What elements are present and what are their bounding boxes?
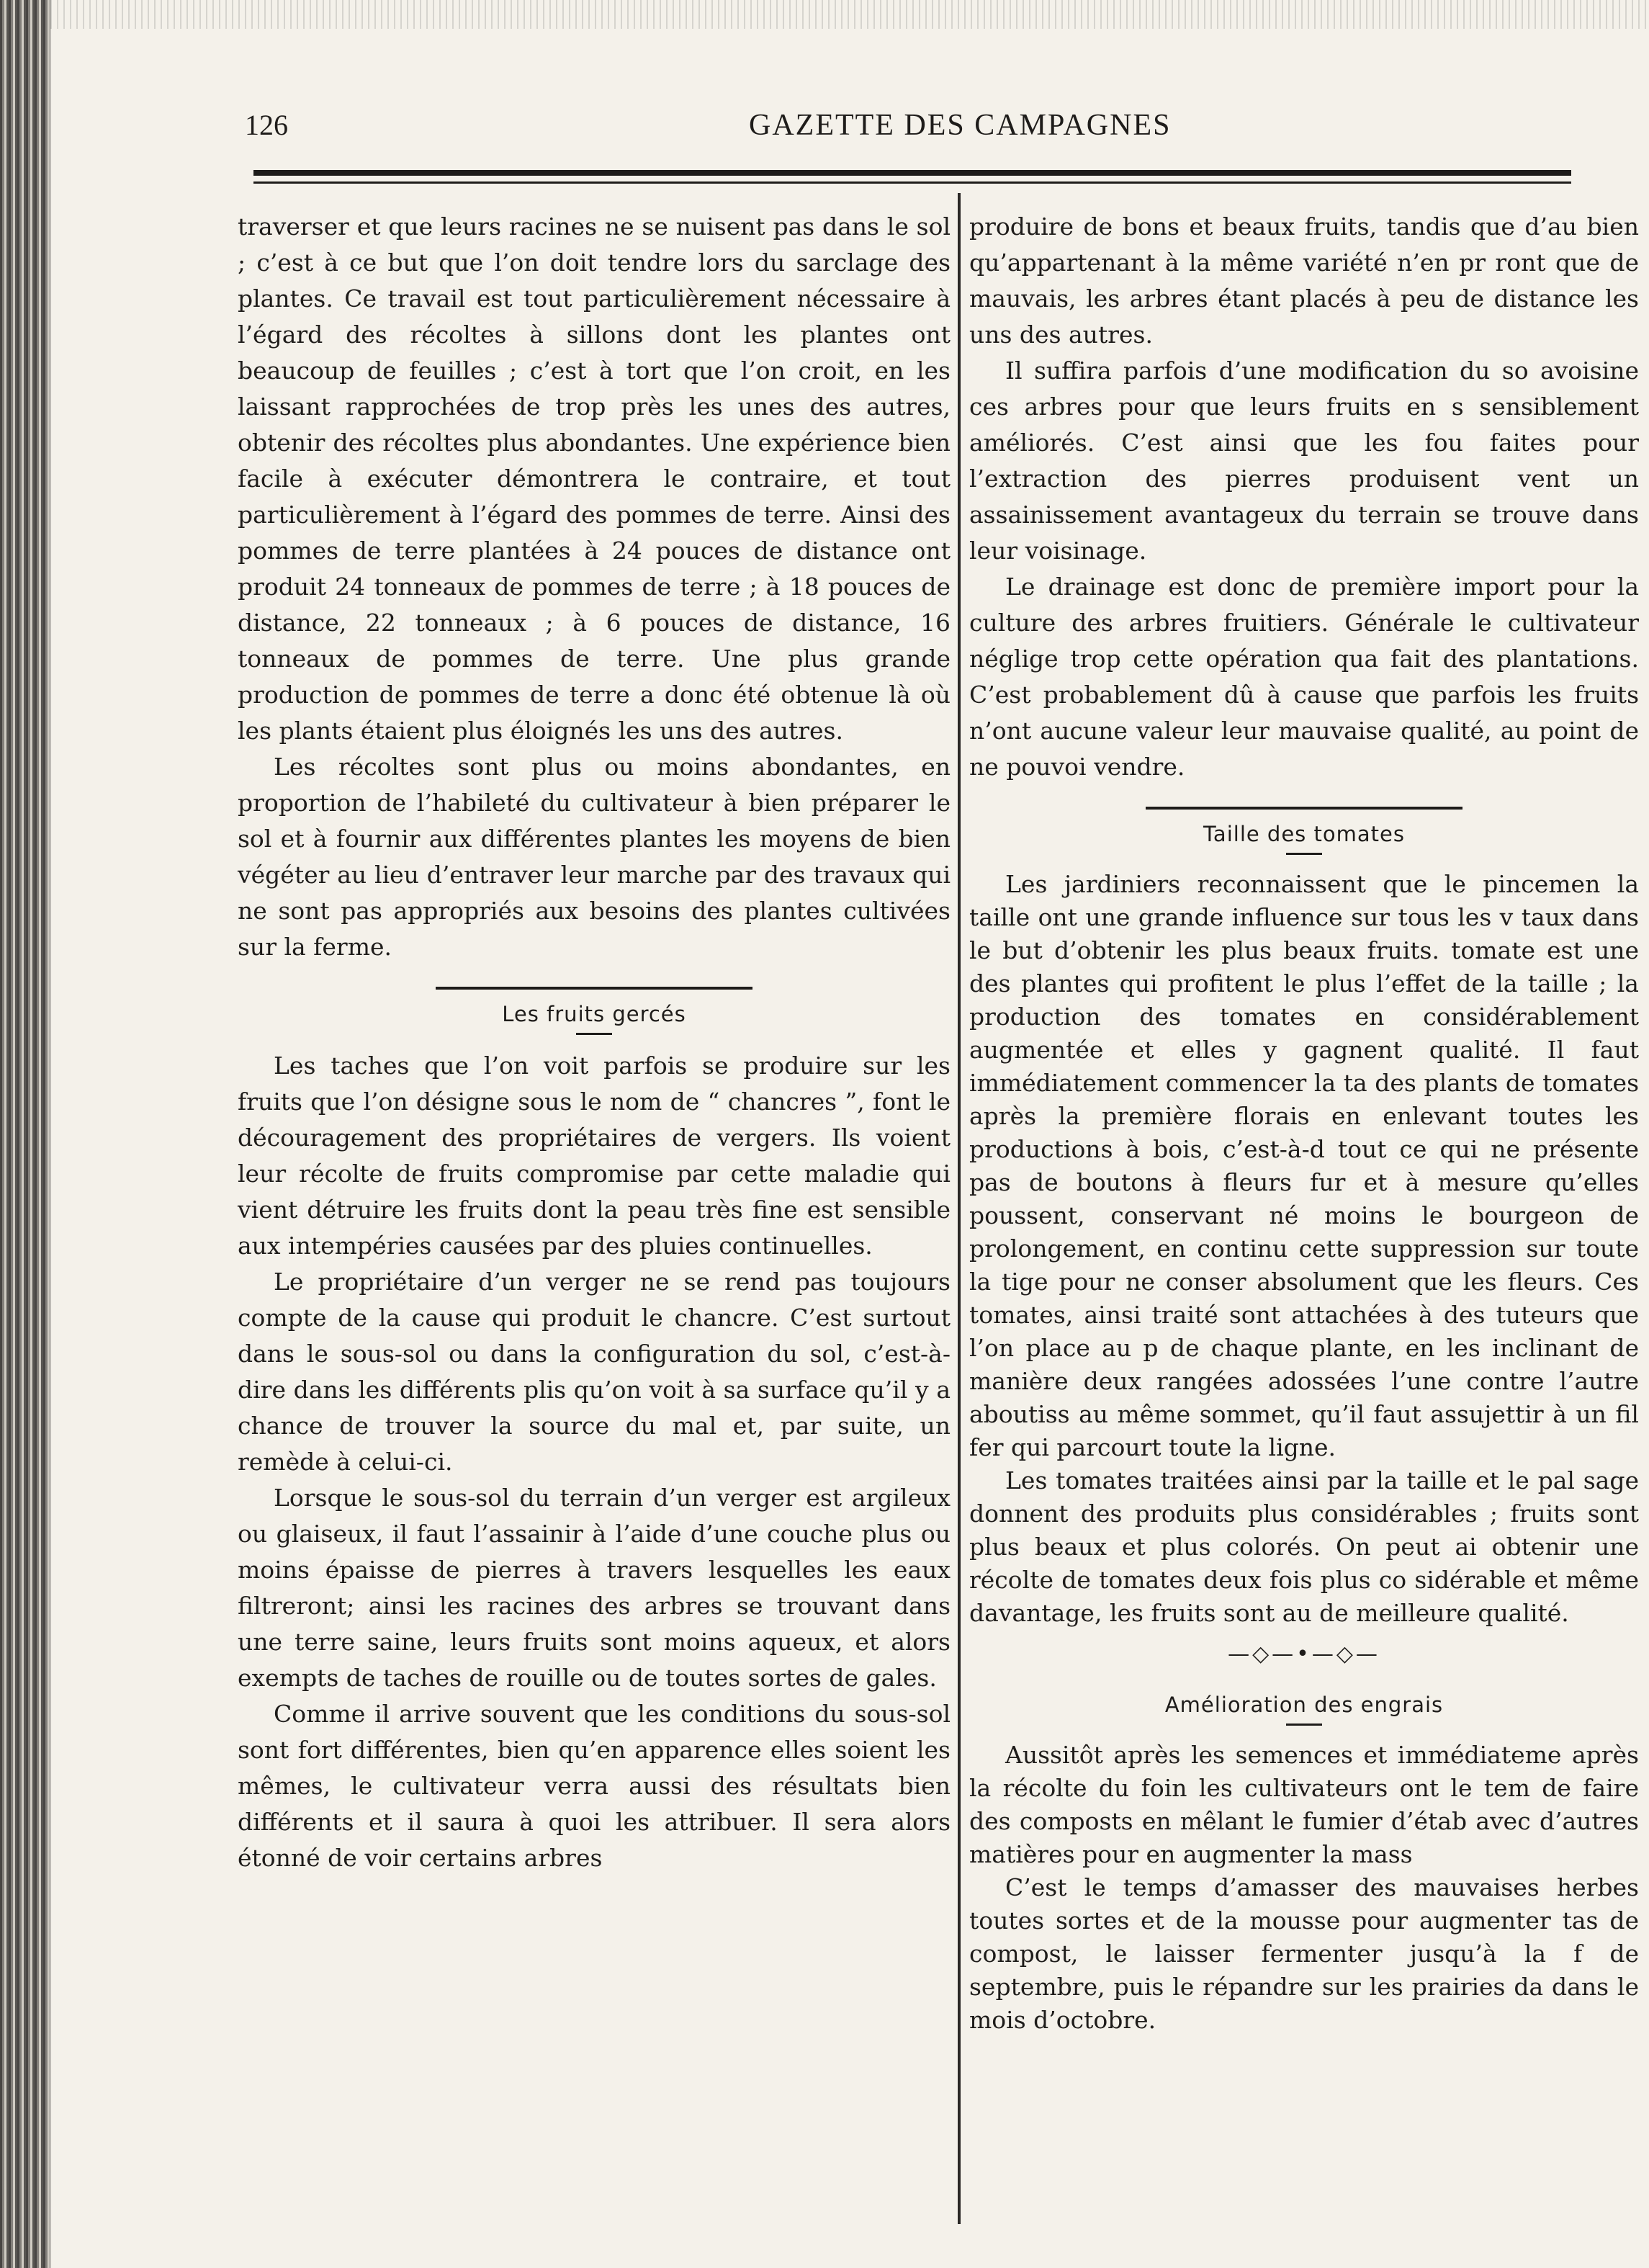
paragraph: Les jardiniers reconnaissent que le pincemen la taille ont une grande influence sur tous les v taux dans le but d’obtenir les plus beaux fruits. tomate est une des plantes qui profitent le plus l’effet de la taille ; la production des tomates en considérablement augmentée et elles y gagnent qualité. Il faut immédiatement commencer la ta des plants de tomates après la première florais en enlevant toutes les productions à bois, c’est-à-d tout ce qui ne présente pas de boutons à fleurs fur et à mesure qu’elles poussent, conservant né moins le bourgeon de prolongement, en continu cette suppression sur toute la tige pour ne conser absolument que les fleurs. Ces tomates, ainsi traité sont attachées à des tuteurs que l’on place au p de chaque plante, en les inclinant de manière deux rangées adossées l’une contre l’autre aboutiss au même sommet, qu’il faut assujettir à un fil fer qui parcourt toute la ligne. <box>969 870 1639 1461</box>
section-heading-taille-tomates <box>969 807 1639 855</box>
paragraph: Les récoltes sont plus ou moins abondantes, en proportion de l’habileté du cultivateur à bien préparer le sol et à fournir aux différentes plantes les moyens de bien végéter au lieu d’entraver leur marche par des travaux qui ne sont pas appropriés aux besoins des plantes cultivées sur la ferme. <box>238 753 951 961</box>
heading-rule <box>436 987 752 990</box>
left-column <box>238 209 951 1876</box>
paragraph: Le drainage est donc de première import pour la culture des arbres fruitiers. Générale le cultivateur néglige trop cette opération qua fait des plantations. C’est probablement dû à cause que parfois les fruits n’ont aucune valeur leur mauvaise qualité, au point de ne pouvoi vendre. <box>969 573 1639 781</box>
scan-noise <box>50 0 1649 29</box>
heading-title: Les fruits gercés <box>502 1002 686 1026</box>
right-column <box>969 209 1639 2037</box>
paragraph: traverser et que leurs racines ne se nuisent pas dans le sol ; c’est à ce but que l’on doit tendre lors du sarclage des plantes. Ce travail est tout particulièrement nécessaire à l’égard des récoltes à sillons dont les plantes ont beaucoup de feuilles ; c’est à tort que l’on croit, en les laissant rapprochées de trop près les unes des autres, obtenir des récoltes plus abondantes. Une expérience bien facile à exécuter démontrera le contraire, et tout particulièrement à l’égard des pommes de terre. Ainsi des pommes de terre plantées à 24 pouces de distance ont produit 24 tonneaux de pommes de terre ; à 18 pouces de distance, 22 tonneaux ; à 6 pouces de distance, 16 tonneaux de pommes de terre. Une plus grande production de pommes de terre a donc été obtenue là où les plants étaient plus éloignés les uns des autres. <box>238 212 951 745</box>
header-rule-thick <box>253 170 1571 176</box>
paragraph: Les tomates traitées ainsi par la taille et le pal sage donnent des produits plus considérables ; fruits sont plus beaux et plus colorés. On peut ai obtenir une récolte de tomates deux fois plus co sidérable et même davantage, les fruits sont au de meilleure qualité. <box>969 1466 1639 1627</box>
paragraph: Il suffira parfois d’une modification du so avoisine ces arbres pour que leurs fruits en s sensiblement améliorés. C’est ainsi que les fou faites pour l’extraction des pierres produisent vent un assainissement avantageux du terrain se trouve dans leur voisinage. <box>969 357 1639 565</box>
page-number: 126 <box>245 109 288 141</box>
paragraph: Aussitôt après les semences et immédiateme après la récolte du foin les cultivateurs ont le tem de faire des composts en mêlant le fumier d’étab avec d’autres matières pour en augmenter la mass <box>969 1741 1639 1868</box>
paragraph: Lorsque le sous-sol du terrain d’un verger est argileux ou glaiseux, il faut l’assainir à l’aide d’une couche plus ou moins épaisse de pierres à travers lesquelles les eaux filtreront; ainsi les racines des arbres se trouvant dans une terre saine, leurs fruits sont moins aqueux, et alors exempts de taches de rouille ou de toutes sortes de gales. <box>238 1484 951 1692</box>
paragraph: Les taches que l’on voit parfois se produire sur les fruits que l’on désigne sous le nom de “ chancres ”, font le découragement des propriétaires de vergers. Ils voient leur récolte de fruits compromise par cette maladie qui vient détruire les fruits dont la peau très fine est sensible aux intempéries causées par des pluies continuelles. <box>238 1052 951 1260</box>
ornament-divider: —◇—•—◇— <box>1228 1641 1380 1667</box>
heading-rule <box>1146 807 1462 810</box>
running-title: GAZETTE DES CAMPAGNES <box>749 109 1172 142</box>
heading-title: Taille des tomates <box>1203 822 1405 846</box>
section-heading-amelioration-engrais <box>969 1690 1639 1726</box>
scan-binding-edge <box>0 0 50 2268</box>
paragraph: C’est le temps d’amasser des mauvaises herbes toutes sortes et de la mousse pour augmenter tas de compost, le laisser fermenter jusqu’à la f de septembre, puis le répandre sur les prairies da dans le mois d’octobre. <box>969 1873 1639 2034</box>
paragraph: Comme il arrive souvent que les conditions du sous-sol sont fort différentes, bien qu’en apparence elles soient les mêmes, le cultivateur verra aussi des résultats bien différents et il saura à quoi les attribuer. Il sera alors étonné de voir certains arbres <box>238 1700 951 1872</box>
heading-rule <box>1286 853 1322 855</box>
heading-rule <box>1286 1724 1322 1726</box>
header-rule-thin <box>253 181 1571 184</box>
heading-title: Amélioration des engrais <box>1164 1693 1444 1717</box>
section-heading-fruits-gerces <box>238 987 951 1035</box>
heading-rule <box>576 1033 612 1035</box>
column-divider <box>958 193 961 2224</box>
paragraph: produire de bons et beaux fruits, tandis que d’au bien qu’appartenant à la même variété n’en pr ront que de mauvais, les arbres étant placés à peu de distance les uns des autres. <box>969 212 1639 349</box>
paragraph: Le propriétaire d’un verger ne se rend pas toujours compte de la cause qui produit le chancre. C’est surtout dans le sous-sol ou dans la configuration du sol, c’est-à-dire dans les différents plis qu’on voit à sa surface qu’il y a chance de trouver la source du mal et, par suite, un remède à celui-ci. <box>238 1268 951 1476</box>
